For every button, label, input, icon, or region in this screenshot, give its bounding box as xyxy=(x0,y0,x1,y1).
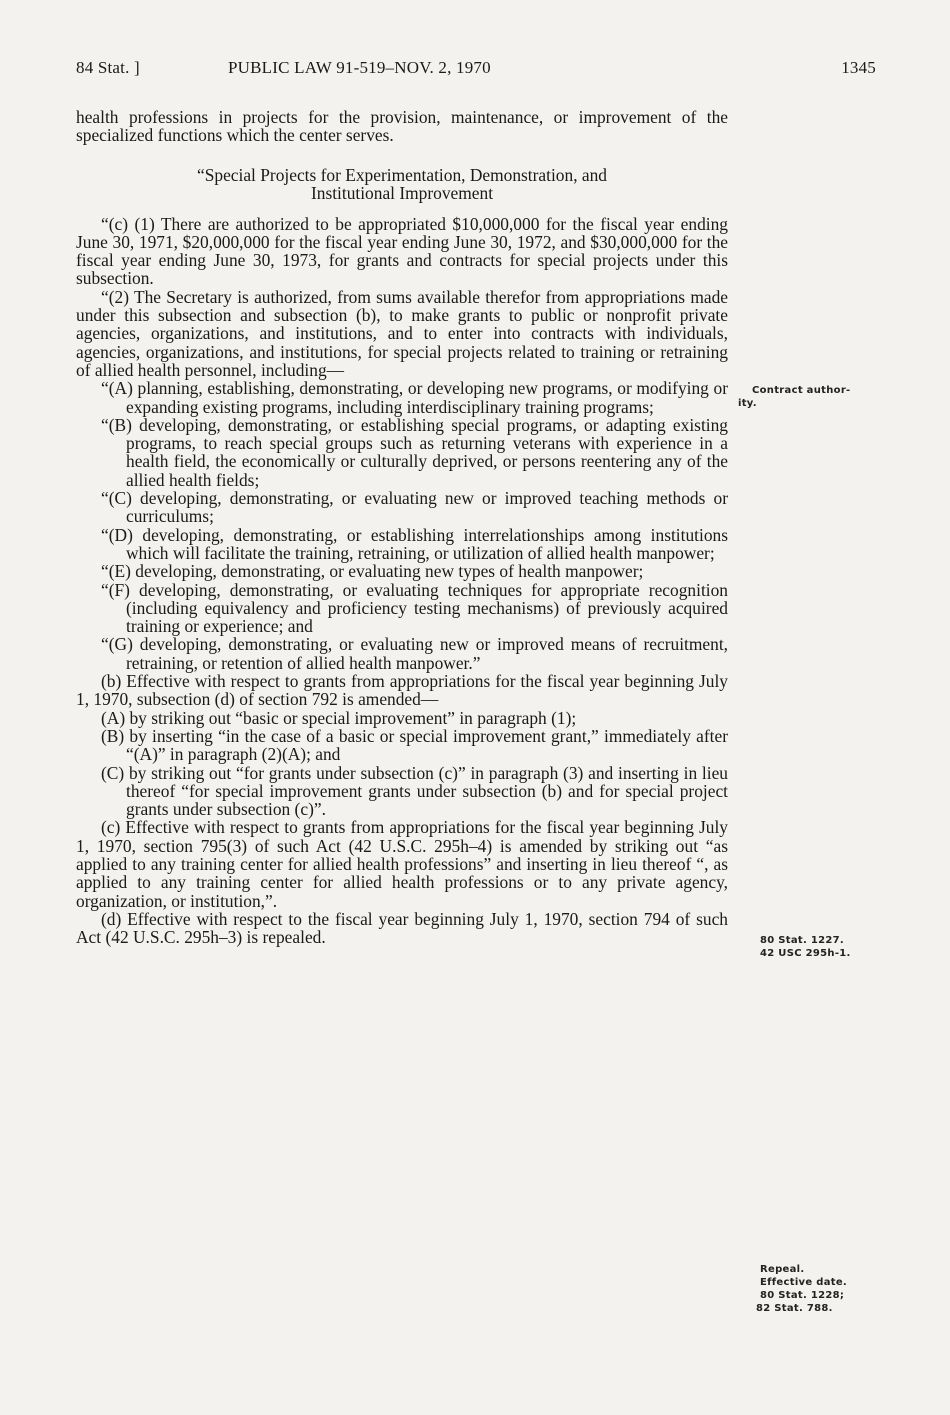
margin-note-repeal: Repeal. Effective date. 80 Stat. 1228; 82 Stat. 788. xyxy=(756,1264,847,1314)
b-item-c: (C) by striking out “for grants under subsection (c)” in paragraph (3) and inserting in lieu thereof “for special improvement grants under subsection (b) and for special project grants under subsection (c)”. xyxy=(101,762,728,820)
margin-note-contract-authority: Contract author- ity. xyxy=(738,385,851,409)
paragraph-d: (d) Effective with respect to the fiscal year beginning July 1, 1970, section 794 of such Act (42 U.S.C. 295h–3) is repealed. xyxy=(76,908,728,948)
opening-paragraph: health professions in projects for the provision, maintenance, or improvement of the specialized functions which the center serves. xyxy=(76,107,728,146)
paragraph-b: (b) Effective with respect to grants from appropriations for the fiscal year beginning July 1, 1970, subsection (d) of section 792 is amended— xyxy=(76,671,728,710)
item-a: “(A) planning, establishing, demonstrating, or developing new programs, or modifying or expanding existing programs, including interdisciplinary training programs; xyxy=(101,378,728,417)
paragraph-c1: “(c) (1) There are authorized to be appropriated $10,000,000 for the fiscal year ending June 30, 1971, $20,000,000 for the fiscal year ending June 30, 1972, and $30,000,000 for the fiscal year ending June 30, 1973, for grants and contracts for special projects under this subsection. xyxy=(76,213,728,289)
item-d: “(D) developing, demonstrating, or establishing interrelationships among institutions which will facilitate the training, retraining, or utilization of allied health manpower; xyxy=(101,524,728,563)
statute-volume: 84 Stat. ] xyxy=(76,58,140,77)
margin-note-80-stat-1227: 80 Stat. 1227. 42 USC 295h-1. xyxy=(760,935,851,959)
item-g: “(G) developing, demonstrating, or evaluating new or improved means of recruitment, retraining, or retention of allied health manpower.” xyxy=(101,634,728,673)
paragraph-c: (c) Effective with respect to grants from appropriations for the fiscal year beginning July 1, 1970, section 795(3) of such Act (42 U.S.C. 295h–4) is amended by striking out “as applied to any training center for allied health professions” and inserting in lieu thereof “, as applied to any training center for allied health professions or to any private agency, organization, or institution,”. xyxy=(76,817,728,911)
page-number: 1345 xyxy=(841,58,876,77)
b-item-a: (A) by striking out “basic or special improvement” in paragraph (1); xyxy=(101,707,577,728)
item-e: “(E) developing, demonstrating, or evaluating new types of health manpower; xyxy=(101,561,644,582)
item-f: “(F) developing, demonstrating, or evaluating techniques for appropriate recognition (including equivalency and proficiency testing mechanisms) of previously acquired training or experience; and xyxy=(101,579,728,637)
running-header xyxy=(76,58,876,84)
paragraph-c2: “(2) The Secretary is authorized, from sums available therefor from appropriations made under this subsection and subsection (b), to make grants to public or nonprofit private agencies, organizations, and institutions, and to enter into contracts with individuals, agencies, organizations, and institutions, for special projects related to training or retraining of allied health personnel, including— xyxy=(76,286,728,380)
section-title-line-1: “Special Projects for Experimentation, Demonstration, and xyxy=(196,164,607,185)
section-title-line-2: Institutional Improvement xyxy=(310,183,494,204)
main-text xyxy=(76,108,728,946)
item-b: “(B) developing, demonstrating, or establishing special programs, or adapting existing programs, to reach special groups such as returning veterans with experience in a health field, the economically or culturally deprived, or persons reentering any of the allied health fields; xyxy=(101,414,728,490)
law-title: PUBLIC LAW 91-519–NOV. 2, 1970 xyxy=(228,58,491,77)
item-c: “(C) developing, demonstrating, or evaluating new or improved teaching methods or curriculums; xyxy=(101,488,728,527)
b-item-b: (B) by inserting “in the case of a basic or special improvement grant,” immediately after “(A)” in paragraph (2)(A); and xyxy=(101,725,728,765)
